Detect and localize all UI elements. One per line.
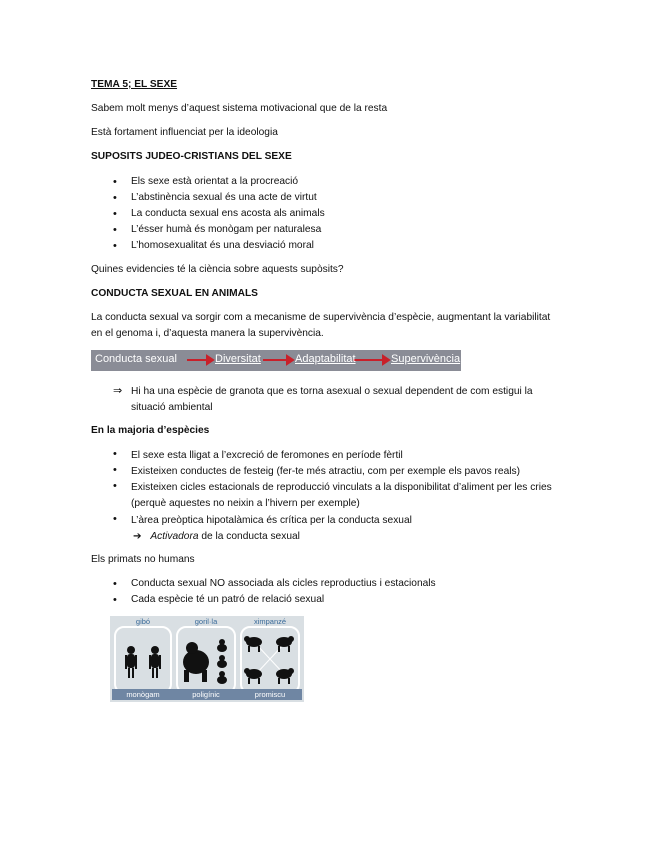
activadora-rest: de la conducta sexual — [198, 531, 300, 542]
bullet-icon: • — [113, 464, 117, 476]
flow-stage-supervivencia: Supervivència — [391, 353, 461, 365]
bullet-icon: • — [113, 480, 117, 492]
flow-stage-adaptabilitat: Adaptabilitat — [295, 353, 356, 365]
list-item: • Conducta sexual NO associada als cicles reproductius i estacionals — [0, 576, 436, 592]
list-item: Existeixen conductes de festeig (fer-te més atractiu, com per exemple els pavos reals) — [131, 466, 520, 477]
intro-line-2: Està fortament influenciat per la ideologia — [91, 127, 278, 138]
section-heading-suposits: SUPOSITS JUDEO-CRISTIANS DEL SEXE — [91, 151, 292, 162]
list-item: • L’abstinència sexual és una acte de virtut — [0, 190, 325, 206]
section-heading-animals: CONDUCTA SEXUAL EN ANIMALS — [91, 288, 258, 299]
gibbon-pair-icon — [116, 628, 170, 692]
bullet-icon: • — [113, 513, 117, 525]
list-item: • Cada espècie té un patró de relació sexual — [0, 592, 436, 608]
right-arrow-icon: ➔ — [133, 531, 142, 542]
list-item: • L’homosexualitat és una desviació moral — [0, 238, 325, 254]
flow-arrow-3-head — [383, 356, 389, 364]
suposits-list — [0, 174, 325, 254]
intro-line-1: Sabem molt menys d’aquest sistema motivacional que de la resta — [91, 103, 388, 114]
list-item: Existeixen cicles estacionals de reproducció vinculats a la disponibilitat d’aliment per les cries (perquè aquestes no neixin a l’hivern per exemple) — [131, 482, 552, 509]
frog-note: Hi ha una espècie de granota que es torna asexual o sexual dependent de com estigui la situació ambiental — [131, 386, 533, 413]
panel-gorilla — [174, 616, 238, 702]
panel-box — [176, 626, 236, 694]
primates-figure — [110, 616, 304, 702]
list-item: • L’ésser humà és monògam per naturalesa — [0, 222, 325, 238]
panel-box — [114, 626, 172, 694]
flow-stage-conducta: Conducta sexual — [95, 353, 177, 365]
list-item: • La conducta sexual ens acosta als animals — [0, 206, 325, 222]
species-label: ximpanzé — [253, 617, 287, 626]
panel-box — [240, 626, 300, 694]
activadora-line — [133, 529, 300, 545]
species-label: gibó — [135, 617, 151, 626]
page-title: TEMA 5; EL SEXE — [91, 79, 178, 90]
list-item: El sexe esta lligat a l’excreció de feromones en període fèrtil — [131, 450, 403, 461]
primats-list — [0, 576, 436, 608]
section-heading-majoria: En la majoria d’espècies — [91, 425, 210, 436]
species-label: goril·la — [194, 617, 218, 626]
flow-arrow-1-head — [207, 356, 213, 364]
system-label: promiscu — [238, 689, 302, 700]
flow-arrow-2-head — [287, 356, 293, 364]
implies-arrow-icon: ⇒ — [113, 385, 123, 397]
question-text: Quines evidencies té la ciència sobre aquests supòsits? — [91, 264, 344, 275]
panel-chimp — [238, 616, 302, 702]
system-label: monògam — [112, 689, 174, 700]
list-item: L’àrea preòptica hipotalàmica és crítica per la conducta sexual — [131, 515, 412, 526]
flow-stage-diversitat: Diversitat — [215, 353, 261, 365]
primats-heading: Els primats no humans — [91, 554, 195, 565]
flow-diagram — [91, 350, 461, 371]
system-label: poligínic — [174, 689, 238, 700]
chimp-group-icon — [242, 628, 298, 692]
activadora-italic: Activadora — [150, 531, 199, 542]
gorilla-group-icon — [178, 628, 234, 692]
panel-gibbon — [112, 616, 174, 702]
animals-paragraph: La conducta sexual va sorgir com a mecanisme de supervivència d’espècie, augmentant la variabilitat en el genoma i, d’aquesta manera la supervivència. — [91, 312, 551, 339]
bullet-icon: • — [113, 448, 117, 460]
list-item: • Els sexe està orientat a la procreació — [0, 174, 325, 190]
